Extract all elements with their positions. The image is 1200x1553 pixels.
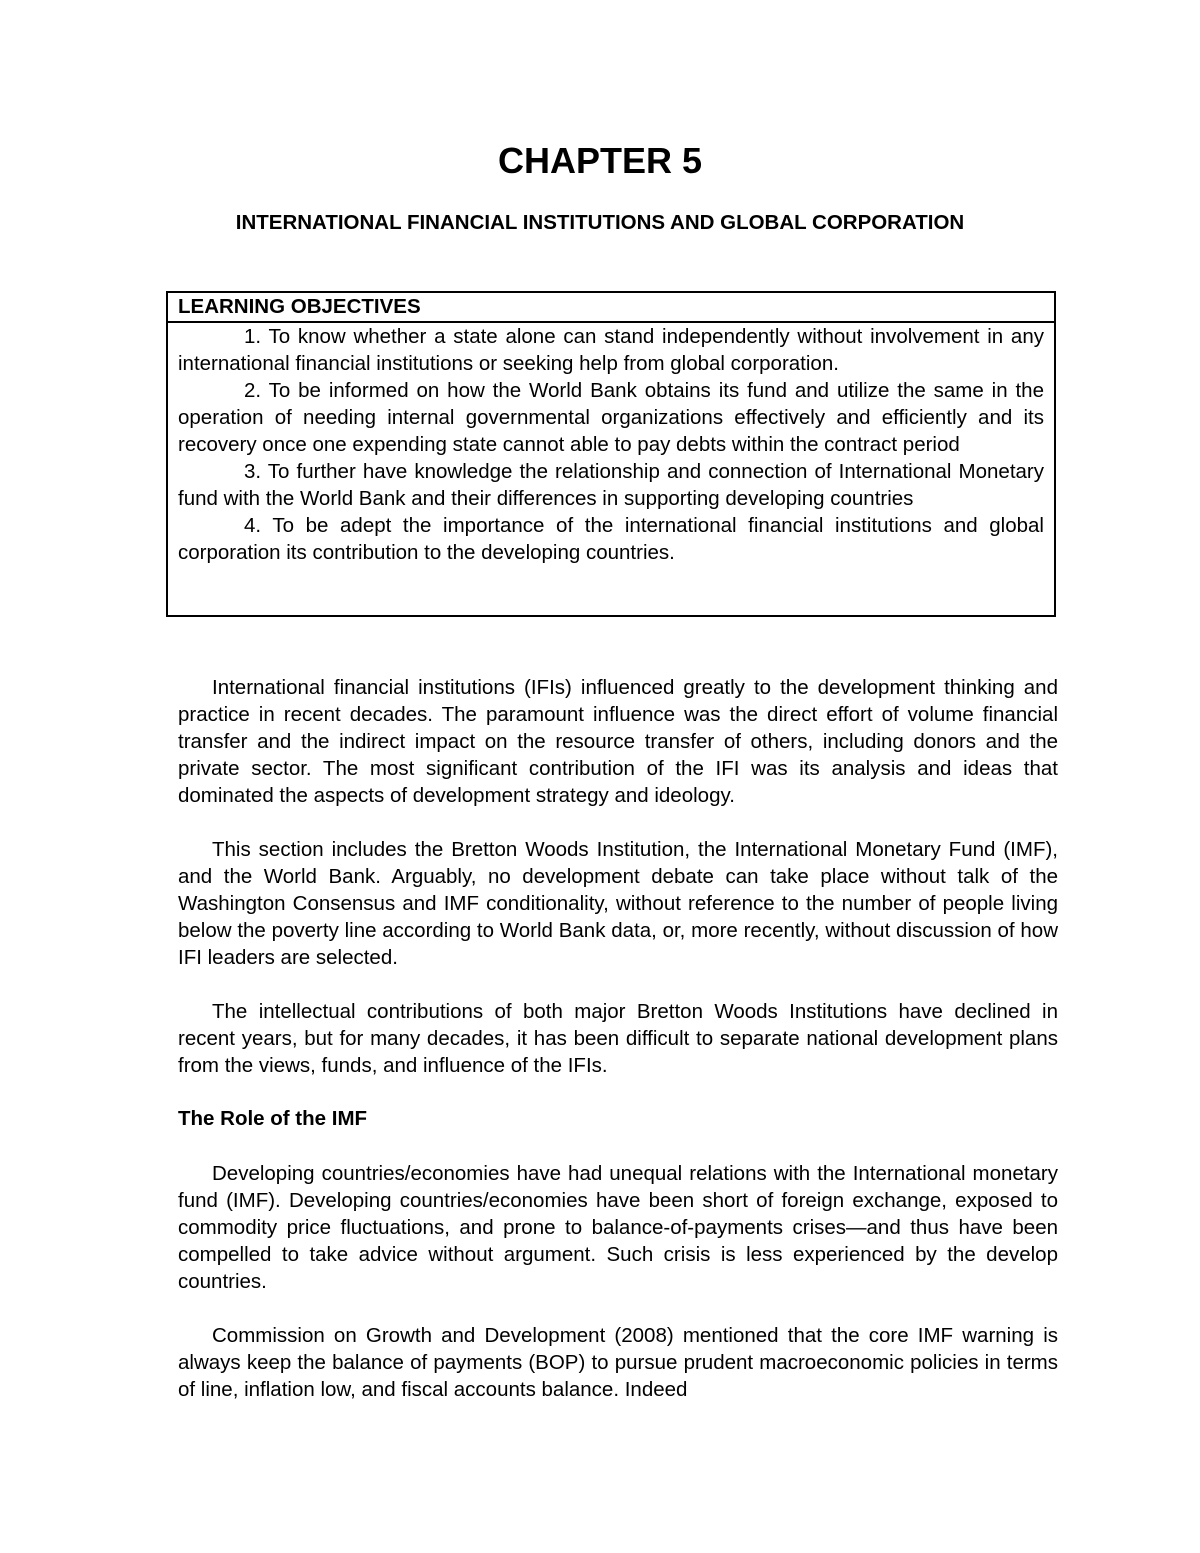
body-paragraph-bretton-woods: This section includes the Bretton Woods Institution, the International Monetary Fund (IMF), and the World Bank. Arguably, no development debate can take place without talk of the Washington Consensus and IMF conditionality, without reference to the number of people living below the poverty line according to World Bank data, or, more recently, without discussion of how IFI leaders are selected. [178,838,1058,969]
body-paragraph-ifi-influence: International financial institutions (IFIs) influenced greatly to the development thinking and practice in recent decades. The paramount influence was the direct effort of volume financial transfer and the indirect impact on the resource transfer of others, including donors and the private sector. The most significant contribution of the IFI was its analysis and ideas that dominated the aspects of development strategy and ideology. [178,676,1058,807]
section-heading-role-of-imf: The Role of the IMF [178,1107,368,1130]
objective-item: 3. To further have knowledge the relationship and connection of International Monetary fund with the World Bank and their differences in supporting developing countries [178,460,1044,510]
learning-objectives-heading: LEARNING OBJECTIVES [168,293,1054,323]
chapter-subtitle: INTERNATIONAL FINANCIAL INSTITUTIONS AND GLOBAL CORPORATION [235,211,965,234]
learning-objectives-list [168,323,1054,566]
learning-objectives-box [166,291,1056,617]
body-paragraph-commission-growth: Commission on Growth and Development (2008) mentioned that the core IMF warning is always keep the balance of payments (BOP) to pursue prudent macroeconomic policies in terms of line, inflation low, and fiscal accounts balance. Indeed [178,1324,1058,1401]
objective-item: 2. To be informed on how the World Bank obtains its fund and utilize the same in the operation of needing internal governmental organizations effectively and efficiently and its recovery once one expending state cannot able to pay debts within the contract period [178,379,1044,456]
body-paragraph-intellectual-contributions: The intellectual contributions of both major Bretton Woods Institutions have declined in recent years, but for many decades, it has been difficult to separate national development plans from the views, funds, and influence of the IFIs. [178,1000,1058,1077]
objective-item: 4. To be adept the importance of the international financial institutions and global corporation its contribution to the developing countries. [178,514,1044,564]
chapter-title: CHAPTER 5 [497,140,703,181]
objective-item: 1. To know whether a state alone can stand independently without involvement in any international financial institutions or seeking help from global corporation. [178,325,1044,375]
body-paragraph-developing-countries: Developing countries/economies have had unequal relations with the International monetary fund (IMF). Developing countries/economies have been short of foreign exchange, exposed to commodity price fluctuations, and prone to balance-of-payments crises—and thus have been compelled to take advice without argument. Such crisis is less experienced by the develop countries. [178,1162,1058,1293]
